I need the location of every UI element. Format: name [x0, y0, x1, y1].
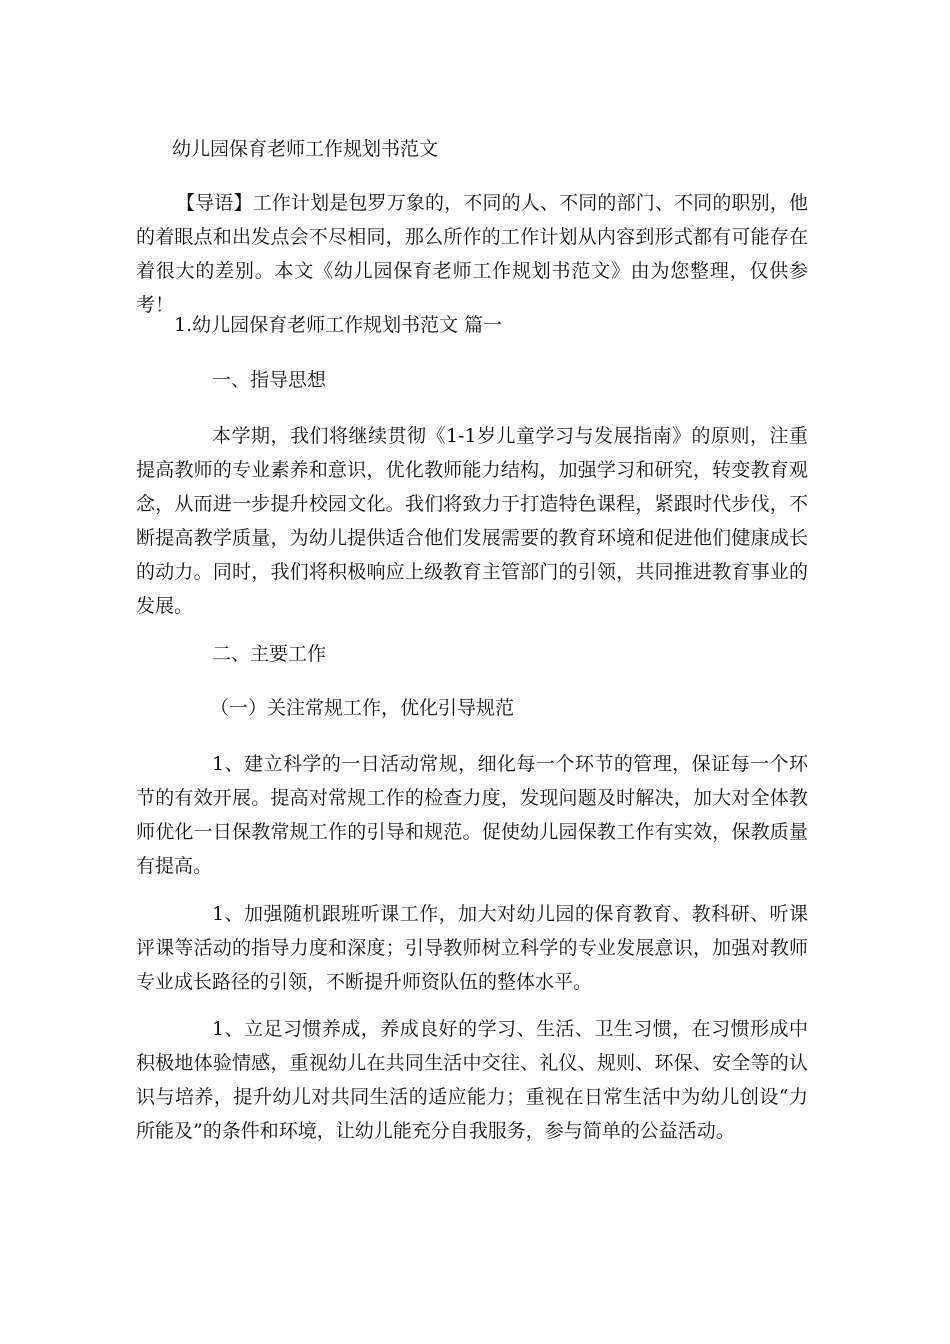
list-item-habit-formation: 1、立足习惯养成，养成良好的学习、生活、卫生习惯，在习惯形成中积极地体验情感，重视幼儿在共同生活中交往、礼仪、规则、环保、安全等的认识与培养，提升幼儿对共同生活的适应能力；重视在日常生活中为幼儿创设“力所能及”的条件和环境，让幼儿能充分自我服务，参与简单的公益活动。 [136, 1018, 808, 1142]
list-item-class-observation: 1、加强随机跟班听课工作，加大对幼儿园的保育教育、教科研、听课评课等活动的指导力度和深度；引导教师树立科学的专业发展意识，加强对教师专业成长路径的引领，不断提升师资队伍的整体水平。 [136, 903, 808, 993]
section-title: 1.幼儿园保育老师工作规划书范文 篇一 [174, 314, 503, 336]
heading-main-work: 二、主要工作 [212, 643, 327, 665]
subheading-routine-work: （一）关注常规工作，优化引导规范 [210, 697, 515, 719]
guiding-ideology-paragraph: 本学期，我们将继续贯彻《1-1岁儿童学习与发展指南》的原则，注重提高教师的专业素养和意识，优化教师能力结构，加强学习和研究，转变教育观念，从而进一步提升校园文化。我们将致力于打造特色课程，紧跟时代步伐，不断提高教学质量，为幼儿提供适合他们发展需要的教育环境和促进他们健康成长的动力。同时，我们将积极响应上级教育主管部门的引领，共同推进教育事业的发展。 [136, 425, 808, 617]
document-title: 幼儿园保育老师工作规划书范文 [172, 138, 439, 160]
list-item-daily-routine: 1、建立科学的一日活动常规，细化每一个环节的管理，保证每一个环节的有效开展。提高对常规工作的检查力度，发现问题及时解决，加大对全体教师优化一日保教常规工作的引导和规范。促使幼儿园保教工作有实效，保教质量有提高。 [136, 753, 808, 877]
heading-guiding-ideology: 一、指导思想 [212, 369, 327, 391]
intro-paragraph: 【导语】工作计划是包罗万象的，不同的人、不同的部门、不同的职别，他的着眼点和出发点会不尽相同，那么所作的工作计划从内容到形式都有可能存在着很大的差别。本文《幼儿园保育老师工作规划书范文》由为您整理，仅供参考！ [136, 192, 808, 316]
